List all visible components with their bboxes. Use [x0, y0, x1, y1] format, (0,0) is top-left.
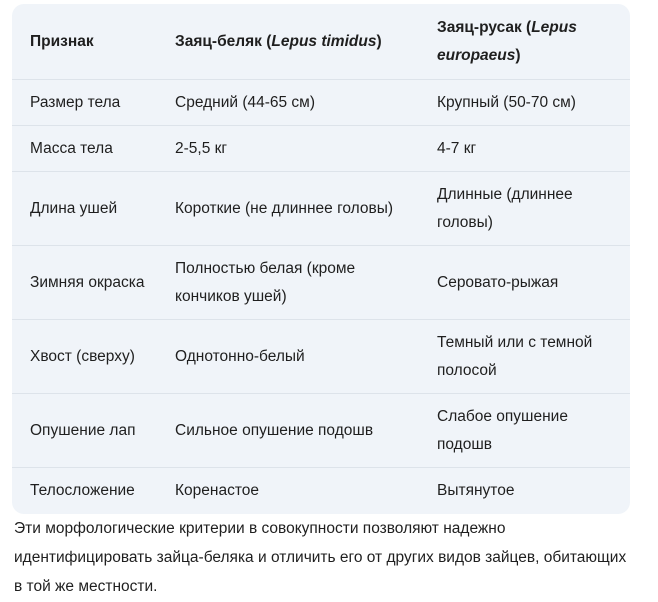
header-belyak — [157, 4, 419, 80]
cell-belyak: Однотонно-белый — [157, 320, 419, 394]
header-belyak-prefix: Заяц-беляк ( — [175, 32, 272, 50]
table-row — [12, 80, 630, 126]
table-row — [12, 394, 630, 468]
cell-rusak: Слабое опушение подошв — [419, 394, 630, 468]
header-rusak-latin: Lepus europaeus — [437, 18, 577, 64]
table-row — [12, 126, 630, 172]
cell-belyak: 2-5,5 кг — [157, 126, 419, 172]
header-rusak-prefix: Заяц-русак ( — [437, 18, 532, 36]
table-header-row — [12, 4, 630, 80]
cell-rusak: Вытянутое — [419, 468, 630, 514]
cell-feature: Опушение лап — [12, 394, 157, 468]
cell-feature: Телосложение — [12, 468, 157, 514]
header-belyak-latin: Lepus timidus — [271, 32, 377, 50]
cell-belyak: Сильное опушение подошв — [157, 394, 419, 468]
cell-belyak: Короткие (не длиннее головы) — [157, 172, 419, 246]
table-row — [12, 246, 630, 320]
header-rusak-suffix: ) — [515, 46, 521, 64]
comparison-table-card — [12, 4, 630, 514]
cell-rusak: Серовато-рыжая — [419, 246, 630, 320]
cell-rusak: Темный или с темной полосой — [419, 320, 630, 394]
table-row — [12, 468, 630, 514]
cell-belyak: Коренастое — [157, 468, 419, 514]
table-row — [12, 172, 630, 246]
caption-paragraph: Эти морфологические критерии в совокупности позволяют надежно идентифицировать зайца-беляка и отличить его от других видов зайцев, обитающих в той же местности. — [14, 520, 627, 595]
cell-rusak: Крупный (50-70 см) — [419, 80, 630, 126]
header-feature: Признак — [30, 32, 94, 50]
cell-feature: Масса тела — [12, 126, 157, 172]
comparison-table — [12, 4, 630, 513]
cell-rusak: 4-7 кг — [419, 126, 630, 172]
cell-feature: Длина ушей — [12, 172, 157, 246]
cell-belyak: Средний (44-65 см) — [157, 80, 419, 126]
cell-feature: Зимняя окраска — [12, 246, 157, 320]
header-belyak-suffix: ) — [376, 32, 382, 50]
header-rusak — [419, 4, 630, 80]
cell-rusak: Длинные (длиннее головы) — [419, 172, 630, 246]
cell-belyak: Полностью белая (кроме кончиков ушей) — [157, 246, 419, 320]
cell-feature: Размер тела — [12, 80, 157, 126]
table-row — [12, 320, 630, 394]
cell-feature: Хвост (сверху) — [12, 320, 157, 394]
